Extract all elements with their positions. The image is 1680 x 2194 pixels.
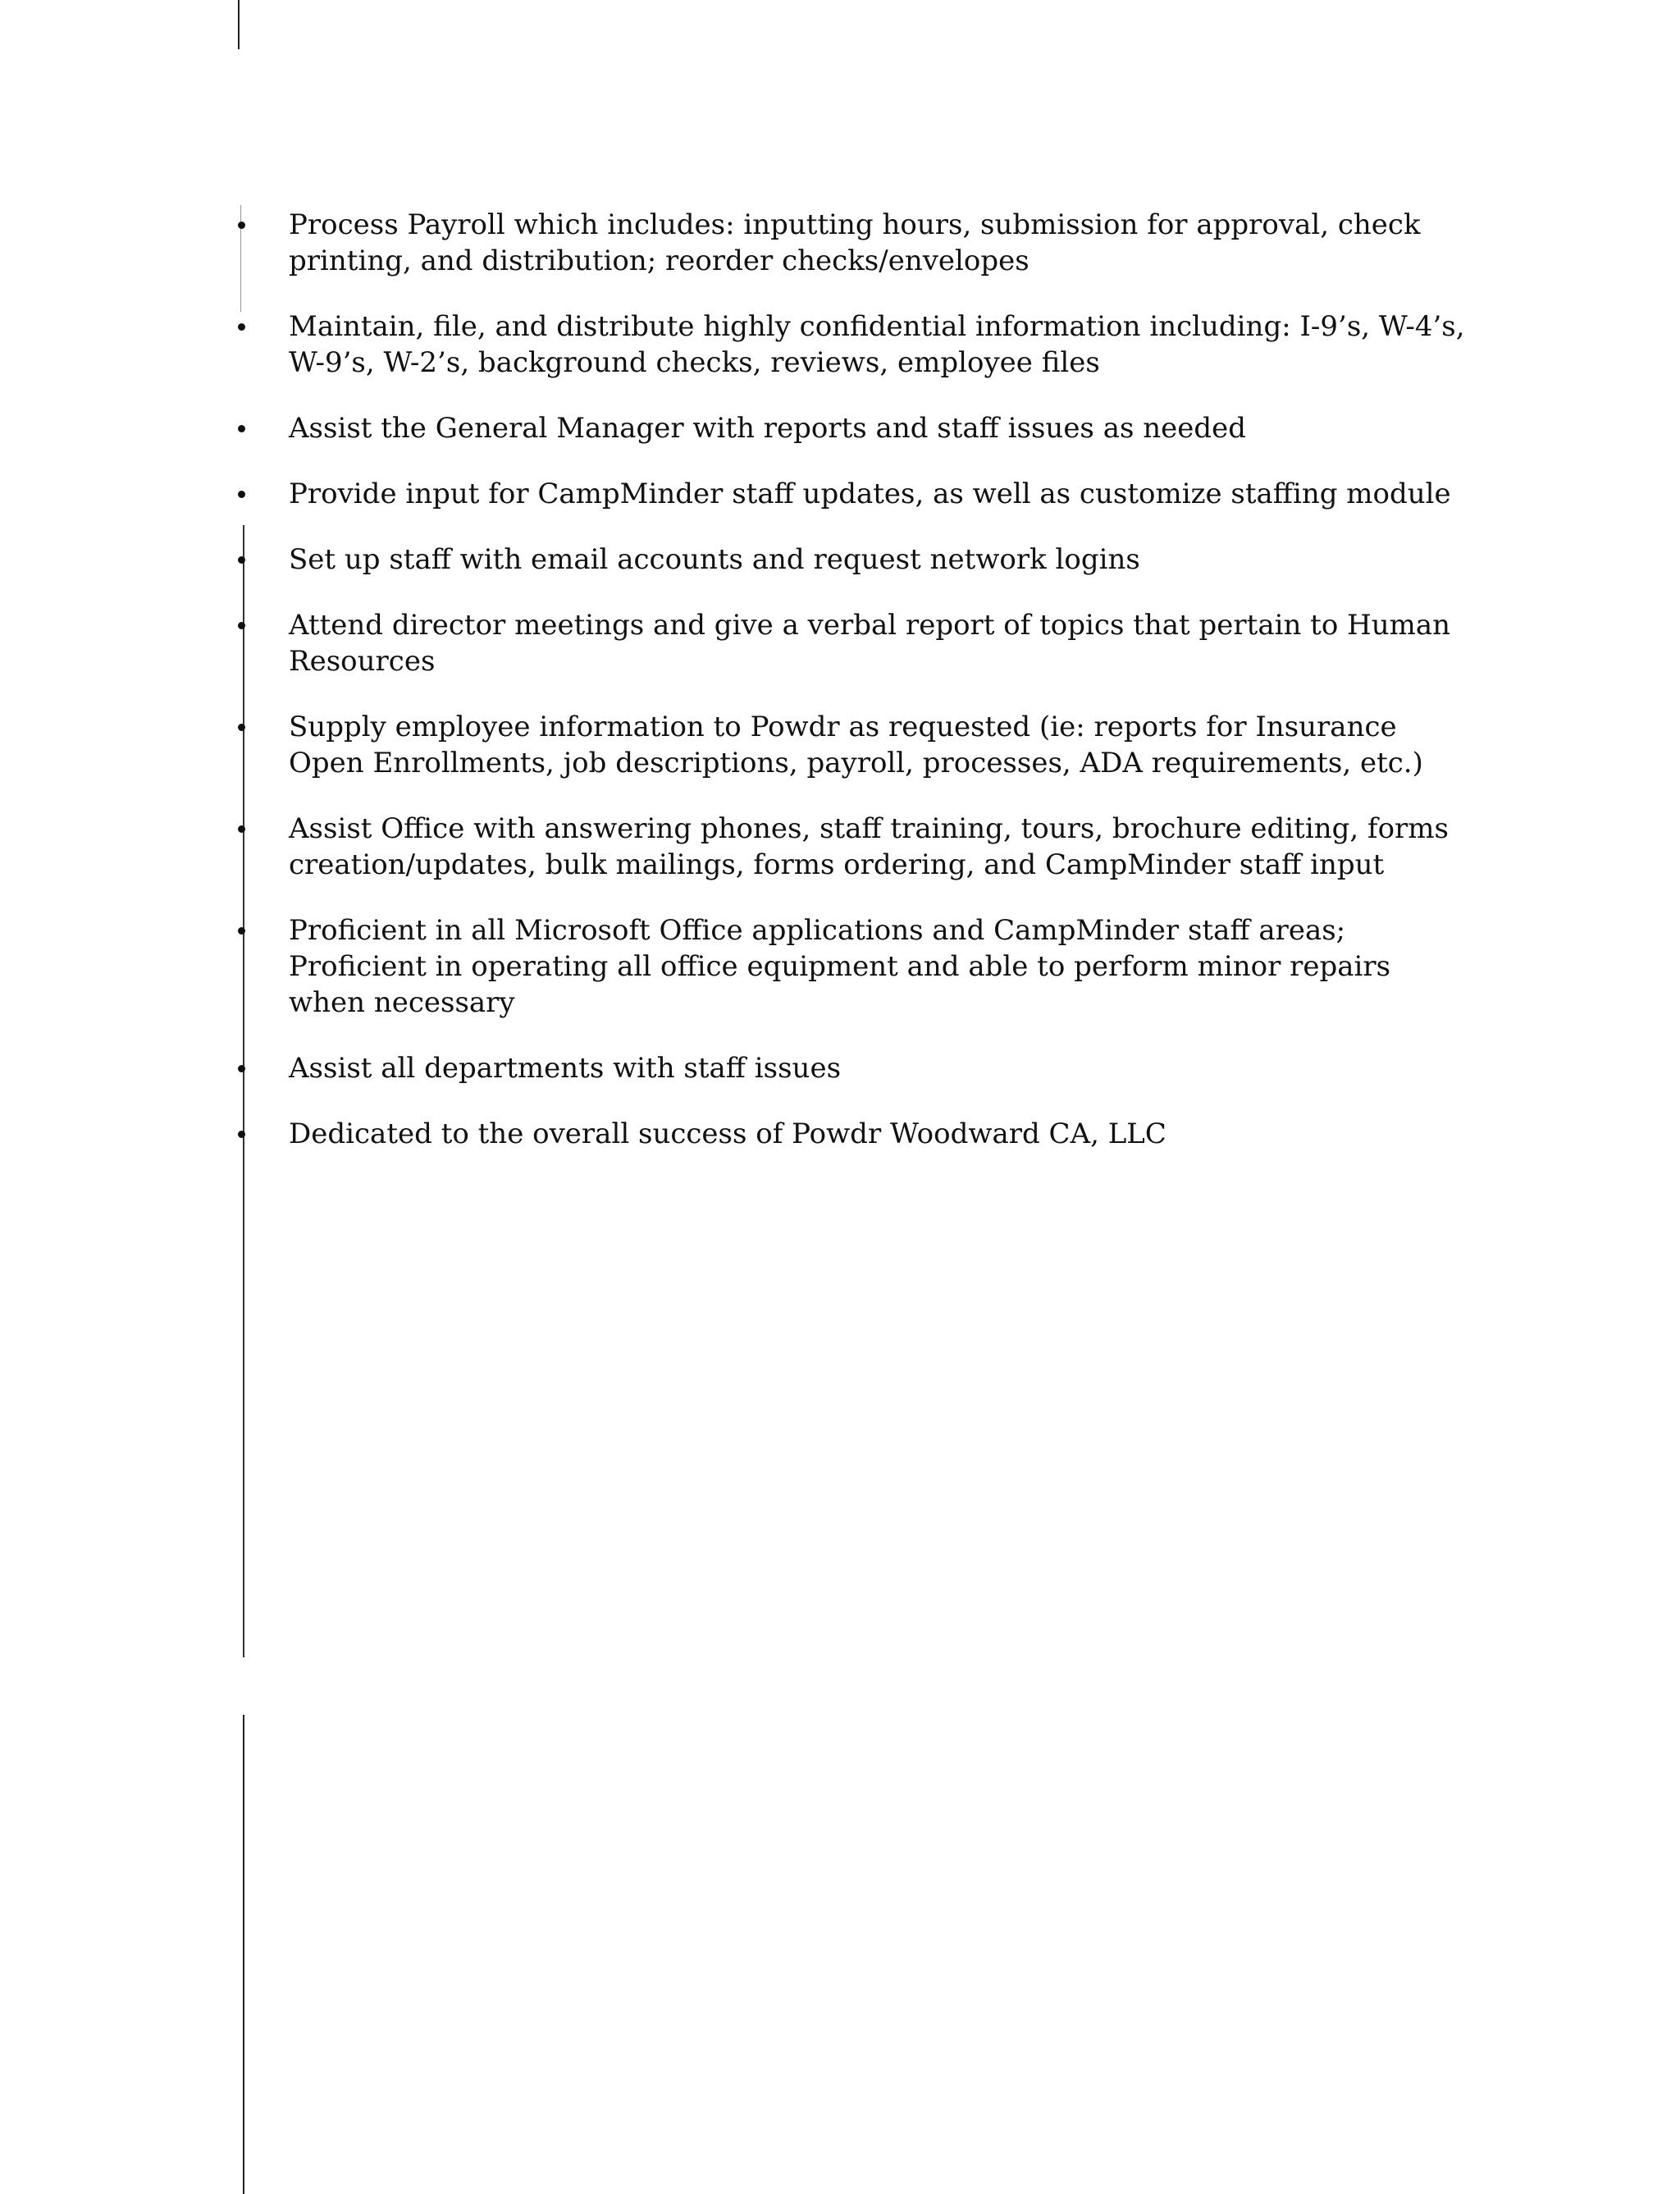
bullet-icon <box>238 622 245 629</box>
scan-margin-line <box>238 0 240 49</box>
duties-bullet-list <box>238 207 1468 1182</box>
list-item <box>238 207 1468 279</box>
bullet-icon <box>238 927 245 935</box>
list-item-text: Assist the General Manager with reports and staff issues as needed <box>289 412 1247 445</box>
bullet-icon <box>238 556 245 564</box>
list-item-text: Supply employee information to Powdr as requested (ie: reports for Insurance Open Enrollments, job descriptions, payroll, processes, ADA requirements, etc.) <box>289 711 1423 779</box>
list-item-text: Process Payroll which includes: inputting hours, submission for approval, check printing, and distribution; reorder checks/envelopes <box>289 208 1421 277</box>
bullet-icon <box>238 491 245 498</box>
list-item <box>238 1050 1468 1086</box>
list-item-text: Set up staff with email accounts and request network logins <box>289 543 1140 576</box>
list-item <box>238 912 1468 1021</box>
list-item <box>238 811 1468 883</box>
bullet-icon <box>238 1065 245 1072</box>
list-item-text: Assist all departments with staff issues <box>289 1052 842 1085</box>
list-item <box>238 309 1468 381</box>
list-item-text: Provide input for CampMinder staff updates, as well as customize staffing module <box>289 478 1451 510</box>
bullet-icon <box>238 825 245 833</box>
list-item <box>238 542 1468 578</box>
list-item <box>238 607 1468 679</box>
scan-margin-line <box>243 1715 244 2194</box>
list-item-text: Dedicated to the overall success of Powdr Woodward CA, LLC <box>289 1118 1166 1150</box>
bullet-icon <box>238 1131 245 1138</box>
list-item <box>238 709 1468 781</box>
list-item <box>238 1116 1468 1152</box>
bullet-icon <box>238 724 245 731</box>
list-item-text: Assist Office with answering phones, staff training, tours, brochure editing, forms creation/updates, bulk mailings, forms ordering, and CampMinder staff input <box>289 812 1449 881</box>
list-item <box>238 476 1468 512</box>
list-item <box>238 410 1468 446</box>
bullet-icon <box>238 425 245 432</box>
list-item-text: Attend director meetings and give a verbal report of topics that pertain to Human Resources <box>289 609 1451 678</box>
bullet-icon <box>238 323 245 331</box>
list-item-text: Maintain, file, and distribute highly confidential information including: I-9’s, W-4’s, W-9’s, W-2’s, background checks, reviews, employee files <box>289 310 1465 379</box>
list-item-text: Proficient in all Microsoft Office applications and CampMinder staff areas; Proficient in operating all office equipment and able to perform minor repairs when necessary <box>289 914 1391 1019</box>
bullet-icon <box>238 222 245 229</box>
